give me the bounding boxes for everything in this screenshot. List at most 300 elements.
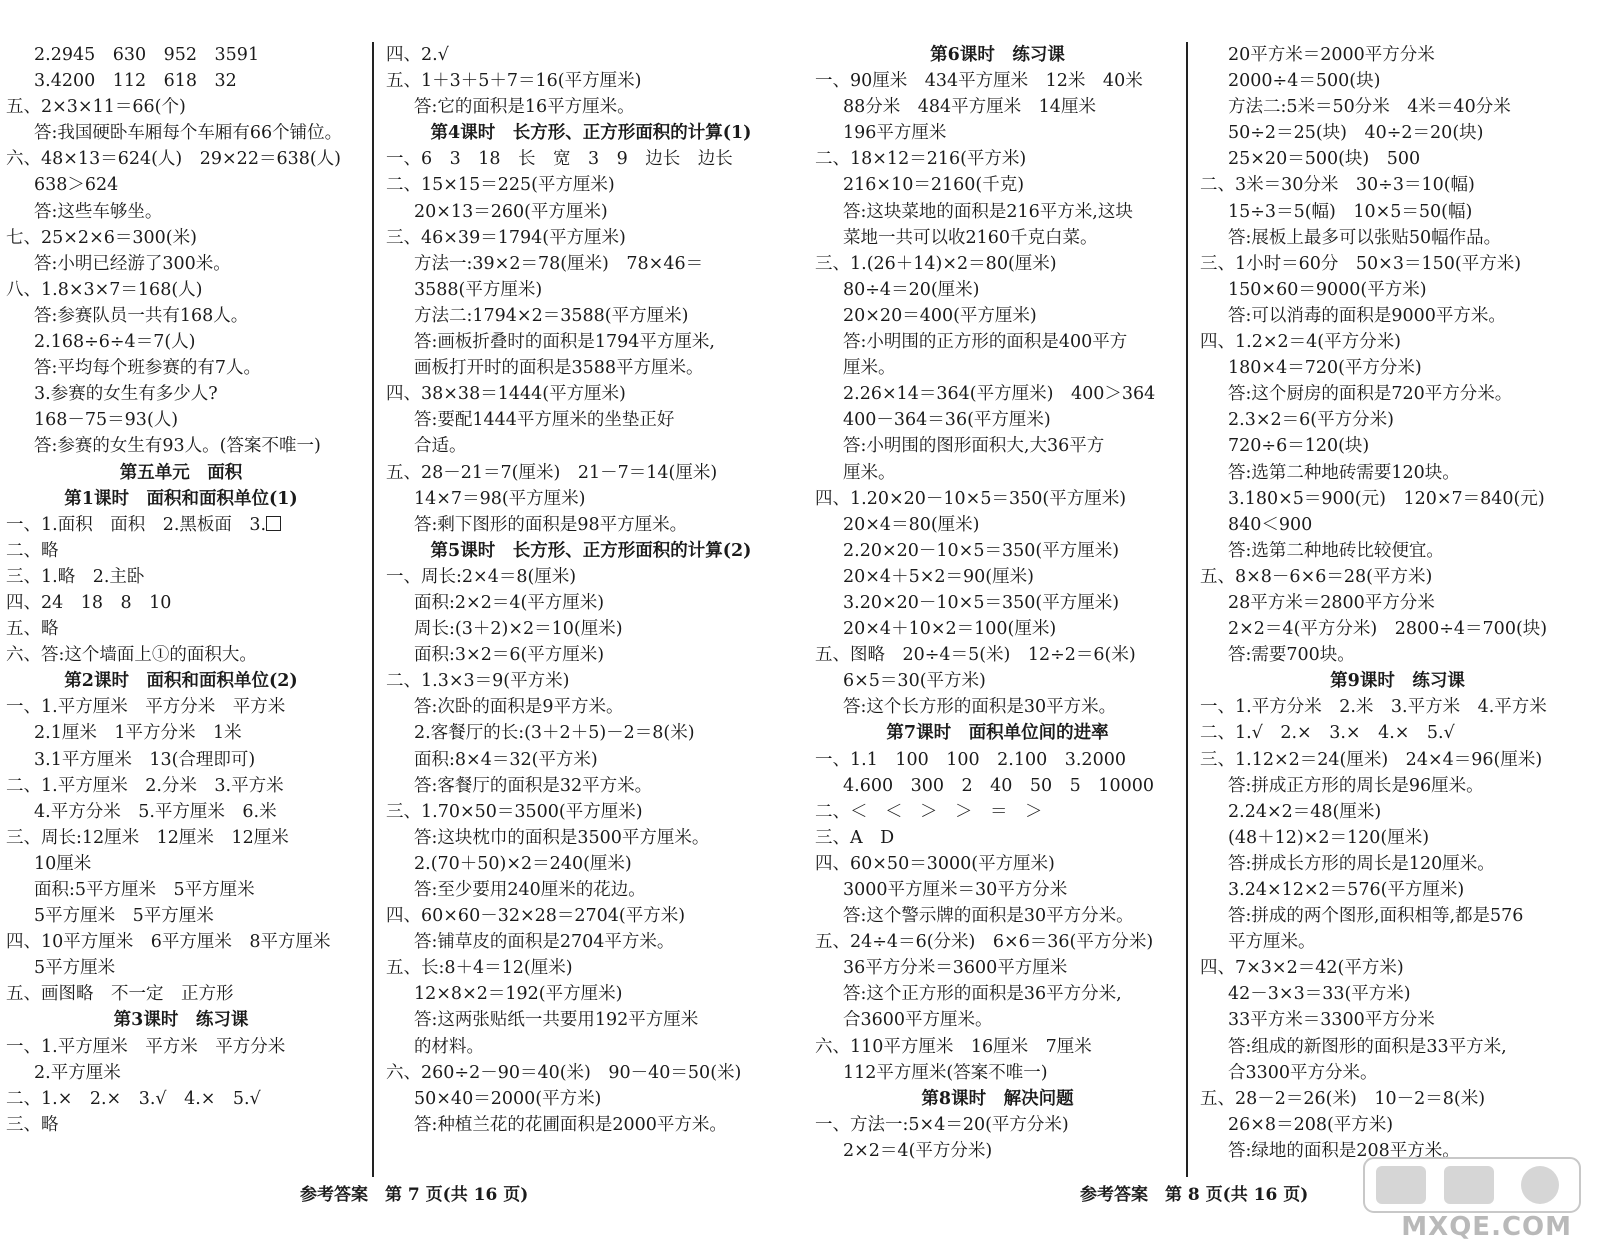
answer-text: 二、1.× 2.× 3.√ 4.× 5.√ (6, 1088, 261, 1109)
answer-line (6, 590, 356, 616)
answer-text: 二、1.3×3＝9(平方米) (386, 671, 570, 692)
answer-line (6, 68, 356, 94)
answer-text: 3.4200 112 618 32 (34, 71, 237, 92)
answer-line (386, 407, 796, 433)
answer-line (1200, 199, 1595, 225)
answer-line (815, 590, 1180, 616)
answer-text: 八、1.8×3×7＝168(人) (6, 279, 203, 300)
answer-line (1200, 68, 1595, 94)
answer-text: 20平方米＝2000平方分米 (1228, 45, 1435, 65)
answer-text: 33平方米＝3300平方分米 (1228, 1010, 1435, 1031)
answer-text: 答:可以消毒的面积是9000平方米。 (1228, 305, 1506, 326)
answer-text: 12×8×2＝192(平方厘米) (414, 984, 623, 1005)
answer-text: 50×40＝2000(平方米) (414, 1088, 602, 1109)
answer-text: 5平方厘米 5平方厘米 (34, 906, 214, 927)
answer-line (386, 903, 796, 929)
answer-line (386, 512, 796, 538)
answer-text: 2.客餐厅的长:(3＋2＋5)－2＝8(米) (414, 723, 695, 744)
answer-text: 答:种植兰花的花圃面积是2000平方米。 (414, 1114, 727, 1135)
answer-text: 三、略 (6, 1114, 59, 1135)
answer-line (1200, 1086, 1595, 1112)
answer-line (6, 120, 356, 146)
answer-text: 三、1.70×50＝3500(平方厘米) (386, 801, 643, 822)
answer-text: 六、48×13＝624(人) 29×22＝638(人) (6, 149, 342, 170)
answer-text: 四、60×50＝3000(平方厘米) (815, 853, 1055, 874)
answer-line (815, 981, 1180, 1007)
answer-line (815, 1034, 1180, 1060)
answer-line (6, 1034, 356, 1060)
answer-text: 答:这个厨房的面积是720平方分米。 (1228, 384, 1513, 405)
answer-line (6, 773, 356, 799)
answer-line (1200, 981, 1595, 1007)
answer-text: (48＋12)×2＝120(厘米) (1228, 827, 1430, 848)
answer-text: 2.平方厘米 (34, 1062, 121, 1083)
answer-line (1200, 303, 1595, 329)
answer-line (6, 225, 356, 251)
answer-text: 五、1＋3＋5＋7＝16(平方厘米) (386, 71, 642, 92)
answer-line (386, 851, 796, 877)
answer-line (1200, 486, 1595, 512)
answer-text: 答:次卧的面积是9平方米。 (414, 697, 624, 718)
answer-text: 112平方厘米(答案不唯一) (843, 1062, 1048, 1083)
answer-line (1200, 146, 1595, 172)
answer-text: 36平方分米＝3600平方厘米 (843, 958, 1068, 979)
answer-text: 四、2.√ (386, 45, 449, 65)
answer-text: 答:这个长方形的面积是30平方米。 (843, 697, 1117, 718)
section-heading (6, 668, 356, 694)
section-heading (815, 42, 1180, 68)
answer-text: 第8课时 解决问题 (921, 1088, 1074, 1109)
answer-text: 3.1平方厘米 13(合理即可) (34, 749, 256, 770)
answer-text: 五、24÷4＝6(分米) 6×6＝36(平方分米) (815, 932, 1154, 953)
answer-line (815, 172, 1180, 198)
answer-line (6, 381, 356, 407)
answer-line (815, 616, 1180, 642)
footer-page-8: 参考答案 第 8 页(共 16 页) (1080, 1185, 1309, 1205)
answer-text: 平方厘米。 (1228, 932, 1316, 953)
answer-text: 面积:3×2＝6(平方厘米) (414, 645, 605, 666)
answer-line (1200, 512, 1595, 538)
answer-line (815, 668, 1180, 694)
answer-text: 720÷6＝120(块) (1228, 436, 1370, 457)
answer-text: 答:这块枕巾的面积是3500平方厘米。 (414, 827, 710, 848)
answer-line (815, 955, 1180, 981)
answer-text: 14×7＝98(平方厘米) (414, 488, 586, 509)
answer-line (386, 1034, 796, 1060)
answer-text: 一、1.平方分米 2.米 3.平方米 4.平方米 (1200, 697, 1547, 718)
answer-line (815, 433, 1180, 459)
answer-line (815, 460, 1180, 486)
answer-line (386, 199, 796, 225)
answer-line (815, 94, 1180, 120)
answer-line (815, 68, 1180, 94)
answer-text: 答:要配1444平方厘米的坐垫正好 (414, 410, 675, 431)
answer-text: 第2课时 面积和面积单位(2) (64, 671, 298, 692)
answer-text: 一、周长:2×4＝8(厘米) (386, 566, 577, 587)
answer-text: 合适。 (414, 436, 467, 457)
footer-page-7: 参考答案 第 7 页(共 16 页) (300, 1185, 529, 1205)
answer-text: 答:拼成正方形的周长是96厘米。 (1228, 775, 1484, 796)
answer-text: 答:至少要用240厘米的花边。 (414, 880, 646, 900)
answer-text: 20×13＝260(平方厘米) (414, 201, 608, 222)
answer-line (815, 1112, 1180, 1138)
answer-line (815, 329, 1180, 355)
answer-line (386, 825, 796, 851)
answer-text: 三、1小时＝60分 50×3＝150(平方米) (1200, 253, 1522, 274)
answer-text: 3588(平方厘米) (414, 279, 543, 300)
answer-line (815, 747, 1180, 773)
answer-text: 五、8×8－6×6＝28(平方米) (1200, 566, 1433, 587)
answer-line (6, 720, 356, 746)
section-heading (6, 486, 356, 512)
section-heading (6, 1007, 356, 1033)
answer-line (6, 747, 356, 773)
answer-line (1200, 694, 1595, 720)
answer-line (1200, 955, 1595, 981)
answer-line (6, 981, 356, 1007)
answer-text: 15÷3＝5(幅) 10×5＝50(幅) (1228, 201, 1473, 222)
answer-line (1200, 329, 1595, 355)
section-heading (386, 538, 796, 564)
answer-line (1200, 225, 1595, 251)
answer-text: 五、略 (6, 619, 59, 640)
answer-text: 180×4＝720(平方分米) (1228, 358, 1422, 379)
answer-line (1200, 564, 1595, 590)
answer-text: 厘米。 (843, 462, 896, 483)
answer-text: 六、答:这个墙面上①的面积大。 (6, 645, 257, 666)
watermark-text: MXQE.COM (1401, 1212, 1572, 1242)
column-divider (1186, 42, 1188, 1177)
answer-line (386, 668, 796, 694)
answer-text: 一、1.平方厘米 平方米 平方分米 (6, 1036, 286, 1057)
answer-line (1200, 903, 1595, 929)
answer-line (6, 146, 356, 172)
answer-line (6, 538, 356, 564)
answer-line (386, 94, 796, 120)
answer-text: 四、24 18 8 10 (6, 592, 172, 613)
answer-line (6, 94, 356, 120)
answer-line (6, 642, 356, 668)
answer-line (6, 433, 356, 459)
answer-line (1200, 1060, 1595, 1086)
answer-text: 四、1.20×20－10×5＝350(平方厘米) (815, 488, 1127, 509)
answer-line (815, 251, 1180, 277)
answer-line (6, 355, 356, 381)
answer-line (815, 1138, 1180, 1164)
answer-line (815, 825, 1180, 851)
answer-text: 2.3×2＝6(平方分米) (1228, 410, 1394, 431)
answer-line (6, 1060, 356, 1086)
answer-text: 一、1.面积 面积 2.黑板面 3. (6, 514, 267, 535)
answer-text: 四、38×38＝1444(平方厘米) (386, 384, 626, 405)
answer-line (386, 1112, 796, 1138)
answer-line (1200, 929, 1595, 955)
answer-text: 五、画图略 不一定 正方形 (6, 984, 234, 1005)
answer-text: 6×5＝30(平方米) (843, 671, 986, 692)
answer-line (815, 877, 1180, 903)
answer-text: 五、28－2＝26(米) 10－2＝8(米) (1200, 1088, 1486, 1109)
answer-line (6, 929, 356, 955)
answer-text: 88分米 484平方厘米 14厘米 (843, 97, 1096, 118)
answer-column-2 (386, 42, 796, 1138)
answer-line (386, 225, 796, 251)
answer-text: 第3课时 练习课 (113, 1010, 249, 1031)
answer-text: 答:小明围的图形面积大,大36平方 (843, 436, 1105, 457)
answer-text: 二、＜ ＜ ＞ ＞ ＝ ＞ (815, 801, 1043, 822)
answer-text: 方法二:1794×2＝3588(平方厘米) (414, 305, 689, 326)
answer-line (1200, 460, 1595, 486)
answer-line (815, 694, 1180, 720)
answer-column-4 (1200, 42, 1595, 1164)
section-heading (815, 720, 1180, 746)
answer-line (386, 747, 796, 773)
answer-text: 25×20＝500(块) 500 (1228, 149, 1421, 170)
answer-text: 画板打开时的面积是3588平方厘米。 (414, 358, 704, 379)
empty-square-icon (266, 516, 281, 531)
answer-text: 三、1.(26＋14)×2＝80(厘米) (815, 253, 1057, 274)
answer-text: 2.24×2＝48(厘米) (1228, 801, 1382, 822)
answer-line (386, 460, 796, 486)
answer-text: 2.26×14＝364(平方厘米) 400＞364 (843, 384, 1156, 405)
answer-line (1200, 251, 1595, 277)
answer-text: 第4课时 长方形、正方形面积的计算(1) (430, 123, 752, 144)
answer-text: 2.20×20－10×5＝350(平方厘米) (843, 540, 1120, 561)
answer-text: 3.20×20－10×5＝350(平方厘米) (843, 592, 1120, 613)
answer-line (815, 303, 1180, 329)
answer-line (815, 799, 1180, 825)
answer-line (386, 355, 796, 381)
answer-text: 第五单元 面积 (119, 462, 243, 483)
answer-line (6, 825, 356, 851)
answer-text: 一、1.平方厘米 平方分米 平方米 (6, 697, 286, 718)
answer-text: 3.180×5＝900(元) 120×7＝840(元) (1228, 488, 1545, 509)
answer-text: 一、方法一:5×4＝20(平方分米) (815, 1114, 1069, 1135)
answer-line (6, 329, 356, 355)
answer-line (815, 486, 1180, 512)
answer-text: 答:平均每个班参赛的有7人。 (34, 358, 262, 379)
answer-text: 28平方米＝2800平方分米 (1228, 592, 1435, 613)
answer-line (1200, 277, 1595, 303)
answer-text: 答:铺草皮的面积是2704平方米。 (414, 932, 675, 953)
answer-text: 五、图略 20÷4＝5(米) 12÷2＝6(米) (815, 645, 1136, 666)
answer-line (1200, 120, 1595, 146)
answer-text: 的材料。 (414, 1036, 484, 1057)
answer-text: 答:这两张贴纸一共要用192平方厘米 (414, 1010, 699, 1031)
section-heading (386, 120, 796, 146)
answer-text: 答:剩下图形的面积是98平方厘米。 (414, 514, 688, 535)
answer-text: 20×20＝400(平方厘米) (843, 305, 1037, 326)
answer-text: 方法一:39×2＝78(厘米) 78×46＝ (414, 253, 704, 274)
answer-text: 面积:5平方厘米 5平方厘米 (34, 880, 255, 900)
answer-text: 80÷4＝20(厘米) (843, 279, 980, 300)
answer-text: 四、60×60－32×28＝2704(平方米) (386, 906, 686, 927)
answer-line (6, 955, 356, 981)
answer-text: 二、15×15＝225(平方厘米) (386, 175, 615, 196)
answer-line (386, 68, 796, 94)
answer-line (6, 1112, 356, 1138)
answer-line (386, 694, 796, 720)
answer-text: 196平方厘米 (843, 123, 947, 144)
answer-line (6, 172, 356, 198)
answer-text: 二、1.√ 2.× 3.× 4.× 5.√ (1200, 723, 1455, 744)
answer-text: 答:这个警示牌的面积是30平方分米。 (843, 906, 1134, 927)
answer-line (6, 616, 356, 642)
answer-text: 答:小明已经游了300米。 (34, 253, 231, 274)
answer-line (815, 225, 1180, 251)
answer-text: 面积:2×2＝4(平方厘米) (414, 592, 605, 613)
answer-line (386, 981, 796, 1007)
answer-line (386, 616, 796, 642)
answer-text: 答:组成的新图形的面积是33平方米, (1228, 1036, 1507, 1057)
answer-line (6, 564, 356, 590)
answer-text: 2.2945 630 952 3591 (34, 45, 260, 65)
section-heading (1200, 668, 1595, 694)
answer-line (1200, 1112, 1595, 1138)
answer-text: 答:绿地的面积是208平方米。 (1228, 1140, 1460, 1161)
answer-line (386, 877, 796, 903)
answer-line (1200, 590, 1595, 616)
answer-line (386, 590, 796, 616)
answer-line (6, 851, 356, 877)
answer-line (6, 1086, 356, 1112)
answer-text: 168－75＝93(人) (34, 410, 179, 431)
answer-text: 厘米。 (843, 358, 896, 379)
answer-text: 答:这个正方形的面积是36平方分米, (843, 984, 1122, 1005)
answer-text: 答:画板折叠时的面积是1794平方厘米, (414, 332, 715, 353)
answer-text: 400－364＝36(平方厘米) (843, 410, 1051, 431)
answer-line (815, 903, 1180, 929)
answer-text: 二、18×12＝216(平方米) (815, 149, 1027, 170)
answer-text: 一、6 3 18 长 宽 3 9 边长 边长 (386, 149, 733, 170)
answer-text: 3.参赛的女生有多少人? (34, 384, 218, 405)
answer-text: 2.168÷6÷4＝7(人) (34, 332, 196, 353)
answer-line (386, 1086, 796, 1112)
answer-line (386, 277, 796, 303)
answer-text: 二、3米＝30分米 30÷3＝10(幅) (1200, 175, 1475, 196)
answer-text: 答:它的面积是16平方厘米。 (414, 97, 635, 118)
answer-text: 三、周长:12厘米 12厘米 12厘米 (6, 827, 289, 848)
answer-line (815, 199, 1180, 225)
answer-text: 2.(70＋50)×2＝240(厘米) (414, 853, 632, 874)
answer-text: 三、1.12×2＝24(厘米) 24×4＝96(厘米) (1200, 749, 1543, 770)
answer-line (815, 929, 1180, 955)
answer-line (386, 564, 796, 590)
answer-line (1200, 877, 1595, 903)
answer-line (386, 773, 796, 799)
answer-text: 三、A D (815, 827, 895, 848)
answer-line (815, 355, 1180, 381)
answer-text: 五、2×3×11＝66(个) (6, 97, 186, 118)
answer-line (6, 903, 356, 929)
answer-line (386, 329, 796, 355)
answer-text: 面积:8×4＝32(平方米) (414, 749, 598, 770)
answer-text: 42－3×3＝33(平方米) (1228, 984, 1411, 1005)
answer-text: 周长:(3＋2)×2＝10(厘米) (414, 619, 623, 640)
answer-column-1 (6, 42, 356, 1138)
answer-text: 三、1.略 2.主卧 (6, 566, 145, 587)
answer-line (1200, 616, 1595, 642)
answer-text: 二、1.平方厘米 2.分米 3.平方米 (6, 775, 284, 796)
answer-text: 4.平方分米 5.平方厘米 6.米 (34, 801, 277, 822)
answer-text: 合3600平方厘米。 (843, 1010, 993, 1031)
answer-text: 20×4＋10×2＝100(厘米) (843, 619, 1057, 640)
answer-line (6, 199, 356, 225)
answer-line (815, 512, 1180, 538)
answer-line (1200, 433, 1595, 459)
answer-line (1200, 381, 1595, 407)
answer-text: 菜地一共可以收2160千克白菜。 (843, 227, 1098, 248)
answer-line (6, 407, 356, 433)
answer-line (815, 538, 1180, 564)
answer-text: 六、260÷2－90＝40(米) 90－40＝50(米) (386, 1062, 742, 1083)
answer-line (815, 564, 1180, 590)
answer-text: 20×4＋5×2＝90(厘米) (843, 566, 1034, 587)
answer-line (1200, 407, 1595, 433)
answer-text: 20×4＝80(厘米) (843, 514, 980, 535)
answer-text: 第9课时 练习课 (1330, 671, 1465, 692)
answer-text: 第1课时 面积和面积单位(1) (64, 488, 298, 509)
answer-text: 四、10平方厘米 6平方厘米 8平方厘米 (6, 932, 331, 953)
answer-text: 合3300平方分米。 (1228, 1062, 1378, 1083)
answer-line (815, 1060, 1180, 1086)
answer-line (1200, 42, 1595, 68)
answer-line (6, 877, 356, 903)
answer-line (1200, 1034, 1595, 1060)
answer-text: 答:拼成的两个图形,面积相等,都是576 (1228, 906, 1524, 927)
answer-line (6, 512, 356, 538)
answer-text: 五、长:8＋4＝12(厘米) (386, 958, 573, 979)
answer-text: 216×10＝2160(千克) (843, 175, 1025, 196)
section-heading (815, 1086, 1180, 1112)
answer-text: 2×2＝4(平方分米) 2800÷4＝700(块) (1228, 619, 1548, 640)
answer-text: 四、7×3×2＝42(平方米) (1200, 958, 1404, 979)
answer-text: 六、110平方厘米 16厘米 7厘米 (815, 1036, 1092, 1057)
answer-text: 答:选第二种地砖比较便宜。 (1228, 540, 1444, 561)
answer-line (6, 303, 356, 329)
answer-text: 5平方厘米 (34, 958, 116, 979)
answer-line (6, 799, 356, 825)
answer-line (386, 799, 796, 825)
answer-text: 答:这块菜地的面积是216平方米,这块 (843, 201, 1133, 222)
answer-text: 3.24×12×2＝576(平方厘米) (1228, 880, 1465, 900)
answer-line (1200, 94, 1595, 120)
answer-text: 第5课时 长方形、正方形面积的计算(2) (430, 540, 752, 561)
answer-line (1200, 642, 1595, 668)
answer-line (1200, 851, 1595, 877)
answer-text: 答:客餐厅的面积是32平方米。 (414, 775, 653, 796)
answer-line (386, 929, 796, 955)
answer-text: 四、1.2×2＝4(平方分米) (1200, 332, 1401, 353)
answer-line (815, 642, 1180, 668)
section-heading (6, 460, 356, 486)
answer-text: 第6课时 练习课 (930, 45, 1065, 65)
answer-line (386, 42, 796, 68)
answer-line (386, 955, 796, 981)
answer-line (386, 381, 796, 407)
answer-text: 答:拼成长方形的周长是120厘米。 (1228, 853, 1495, 874)
answer-line (386, 146, 796, 172)
answer-line (386, 303, 796, 329)
answer-text: 二、略 (6, 540, 59, 561)
answer-line (815, 851, 1180, 877)
answer-text: 10厘米 (34, 853, 92, 874)
answer-text: 2.1厘米 1平方分米 1米 (34, 723, 242, 744)
answer-text: 638＞624 (34, 175, 119, 196)
answer-text: 答:参赛队员一共有168人。 (34, 305, 249, 326)
answer-line (815, 407, 1180, 433)
answer-line (386, 1007, 796, 1033)
answer-text: 第7课时 面积单位间的进率 (886, 723, 1109, 744)
